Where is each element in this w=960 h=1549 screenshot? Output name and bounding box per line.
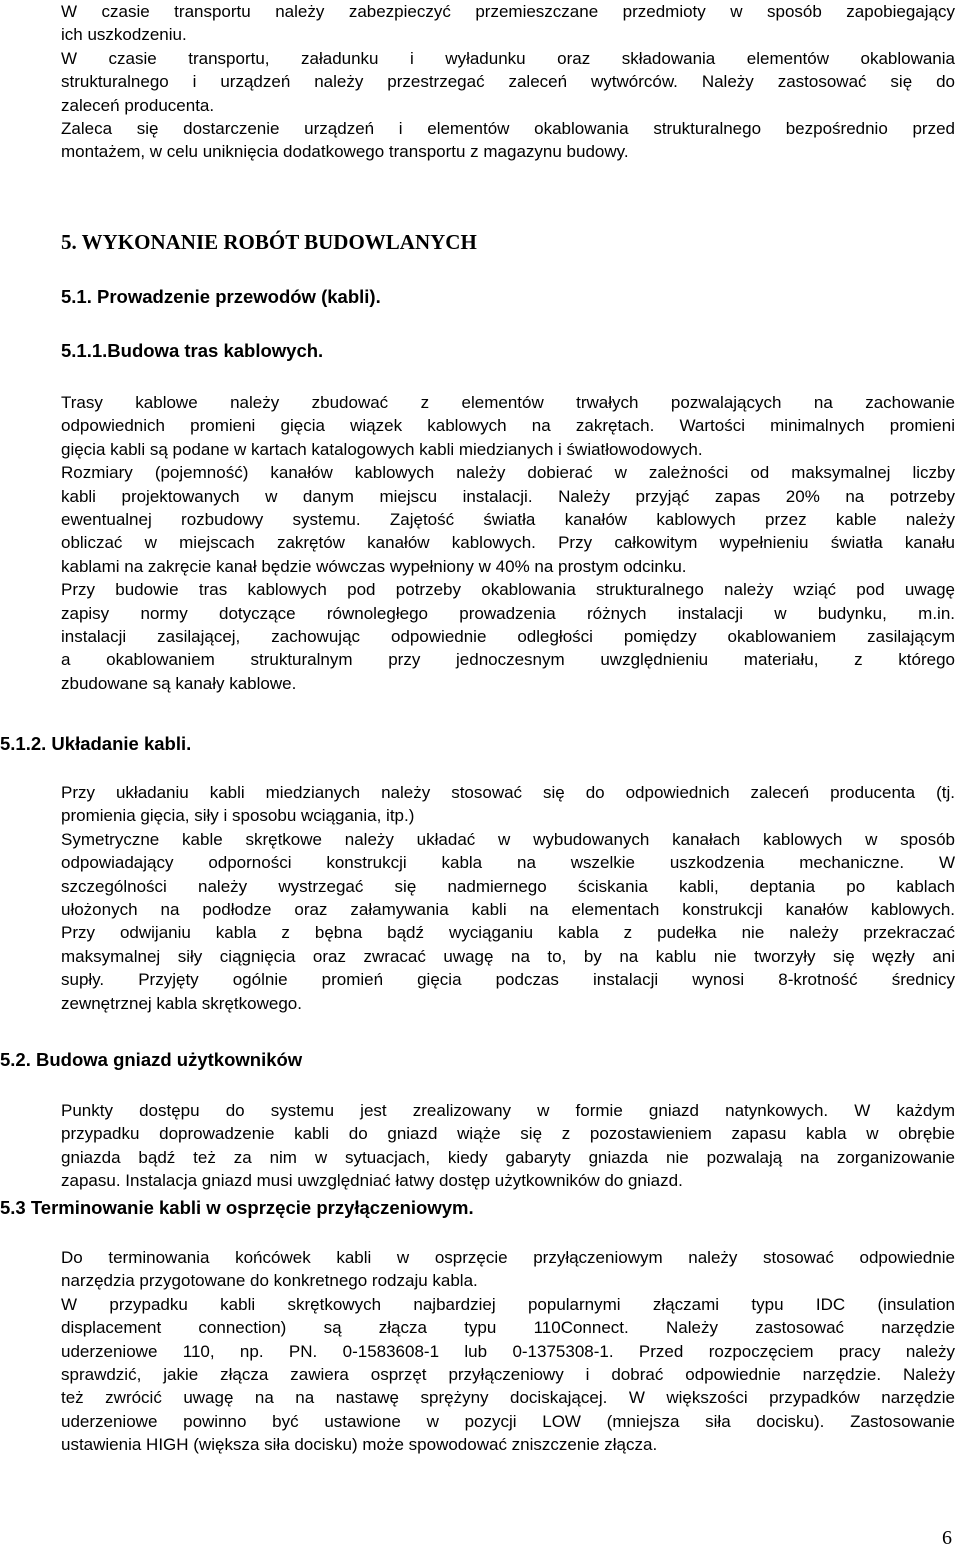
text-line: displacement connection) są złącza typu 110Connect. Należy zastosować narzędzie <box>61 1318 955 1338</box>
cable-routes-paragraph <box>61 391 955 695</box>
section-heading-5-1-1: 5.1.1.Budowa tras kablowych. <box>61 340 324 361</box>
section-heading-5-1-2: 5.1.2. Układanie kabli. <box>0 733 192 754</box>
text-line: Punkty dostępu do systemu jest zrealizowany w formie gniazd natynkowych. W każdym <box>61 1101 955 1120</box>
text-line: uderzeniowe powinno być ustawione w pozycji LOW (mniejsza siła docisku). Zastosowanie <box>61 1411 955 1431</box>
text-line: też zwrócić uwagę na na nastawę sprężyny dociskającej. W większości przypadków narzędzie <box>61 1388 955 1408</box>
text-line: obliczać w miejscach zakrętów kanałów kablowych. Przy całkowitym wypełnieniu światła kanału <box>61 533 955 553</box>
text-line: zaleceń producenta. <box>61 95 215 115</box>
text-line: Do terminowania końcówek kabli w osprzęcie przyłączeniowym należy stosować odpowiednie <box>61 1248 955 1267</box>
text-line: zapisy normy dotyczące równoległego prowadzenia różnych instalacji w budynku, m.in. <box>61 603 955 623</box>
text-line: szczególności należy wystrzegać się nadmiernego ściskania kabli, deptania po kablach <box>61 876 955 896</box>
text-line: ich uszkodzeniu. <box>61 25 187 45</box>
text-line: supły. Przyjęty ogólnie promień gięcia podczas instalacji wynosi 8-krotność średnicy <box>61 970 955 990</box>
section-heading-5-3: 5.3 Terminowanie kabli w osprzęcie przyłączeniowym. <box>0 1197 474 1218</box>
text-line: maksymalnej siły ciągnięcia oraz zwracać uwagę na to, by na kablu nie tworzyły się węzły ani <box>61 946 955 966</box>
text-line: gięcia kabli są podane w kartach katalogowych kabli miedzianych i światłowodowych. <box>61 439 703 459</box>
text-line: Zaleca się dostarczenie urządzeń i elementów okablowania strukturalnego bezpośrednio przed <box>61 119 955 139</box>
text-line: ewentualnej rozbudowy systemu. Zajętość światła kanałów kablowych przez kable należy <box>61 510 955 530</box>
text-line: Przy budowie tras kablowych pod potrzeby okablowania strukturalnego należy wziąć pod uwagę <box>61 580 955 600</box>
text-line: zewnętrznej kabla skrętkowego. <box>61 993 302 1013</box>
text-line: odpowiednich promieni gięcia wiązek kablowych na zakrętach. Wartości minimalnych promieni <box>61 416 955 436</box>
text-line: ułożonych na podłodze oraz załamywania kabli na elementach konstrukcji kanałów kablowych. <box>61 900 955 920</box>
text-line: strukturalnego i urządzeń należy przestrzegać zaleceń wytwórców. Należy zastosować się do <box>61 72 955 92</box>
text-line: Przy układaniu kabli miedzianych należy stosować się do odpowiednich zaleceń producenta (tj. <box>61 783 955 802</box>
text-line: W przypadku kabli skrętkowych najbardziej popularnymi złączami typu IDC (insulation <box>61 1294 955 1314</box>
text-line: zbudowane są kanały kablowe. <box>61 673 297 693</box>
section-heading-5: 5. WYKONANIE ROBÓT BUDOWLANYCH <box>61 230 477 254</box>
text-line: W czasie transportu, załadunku i wyładunku oraz składowania elementów okablowania <box>61 48 955 68</box>
text-line: instalacji zasilającej, zachowując odpowiednie odległości pomiędzy okablowaniem zasilającym <box>61 627 955 647</box>
text-line: odpowiadający odporności konstrukcji kabla na wszelkie uszkodzenia mechaniczne. W <box>61 853 955 873</box>
cable-laying-paragraph <box>61 781 955 1015</box>
text-line: W czasie transportu należy zabezpieczyć przemieszczane przedmioty w sposób zapobiegający <box>61 2 955 21</box>
text-line: narzędzia przygotowane do konkretnego rodzaju kabla. <box>61 1271 478 1291</box>
text-line: sprawdzić, jakie złącza zawiera osprzęt przyłączeniowy i dobrać odpowiednie narzędzie. Należy <box>61 1365 955 1385</box>
text-line: montażem, w celu uniknięcia dodatkowego transportu z magazynu budowy. <box>61 142 629 162</box>
text-line: zapasu. Instalacja gniazd musi uwzględniać łatwy dostęp użytkowników do gniazd. <box>61 1171 683 1191</box>
section-heading-5-2: 5.2. Budowa gniazd użytkowników <box>0 1049 303 1070</box>
text-line: kablami na zakręcie kanał będzie wówczas wypełniony w 40% na prostym odcinku. <box>61 556 687 576</box>
text-line: Rozmiary (pojemność) kanałów kablowych należy dobierać w zależności od maksymalnej liczby <box>61 463 955 483</box>
text-line: ustawienia HIGH (większa siła docisku) może spowodować zniszczenie złącza. <box>61 1435 658 1455</box>
text-line: promienia gięcia, siły i sposobu wciągania, itp.) <box>61 806 415 826</box>
text-line: gniazda bądź też za nim w sytuacjach, kiedy gabaryty gniazda nie pozwalają na zorganizowanie <box>61 1147 955 1167</box>
text-line: przypadku doprowadzenie kabli do gniazd wiąże się z pozostawieniem zapasu kabla w obrębie <box>61 1124 955 1144</box>
text-line: kabli projektowanych w danym miejscu instalacji. Należy przyjąć zapas 20% na potrzeby <box>61 486 955 506</box>
user-sockets-paragraph <box>61 1099 955 1193</box>
section-heading-5-1: 5.1. Prowadzenie przewodów (kabli). <box>61 286 381 307</box>
text-line: Przy odwijaniu kabla z bębna bądź wyciąganiu kabla z pudełka nie należy przekraczać <box>61 923 955 943</box>
intro-paragraph <box>61 0 955 164</box>
text-line: Symetryczne kable skrętkowe należy układać w wybudowanych kanałach kablowych w sposób <box>61 829 955 849</box>
page-number: 6 <box>942 1527 952 1549</box>
text-line: uderzeniowe 110, np. PN. 0-1583608-1 lub 0-1375308-1. Przed rozpoczęciem pracy należy <box>61 1341 955 1361</box>
text-line: Trasy kablowe należy zbudować z elementów trwałych pozwalających na zachowanie <box>61 393 955 412</box>
termination-paragraph <box>61 1246 955 1457</box>
text-line: a okablowaniem strukturalnym przy jednoczesnym uwzględnieniu materiału, z którego <box>61 650 955 670</box>
